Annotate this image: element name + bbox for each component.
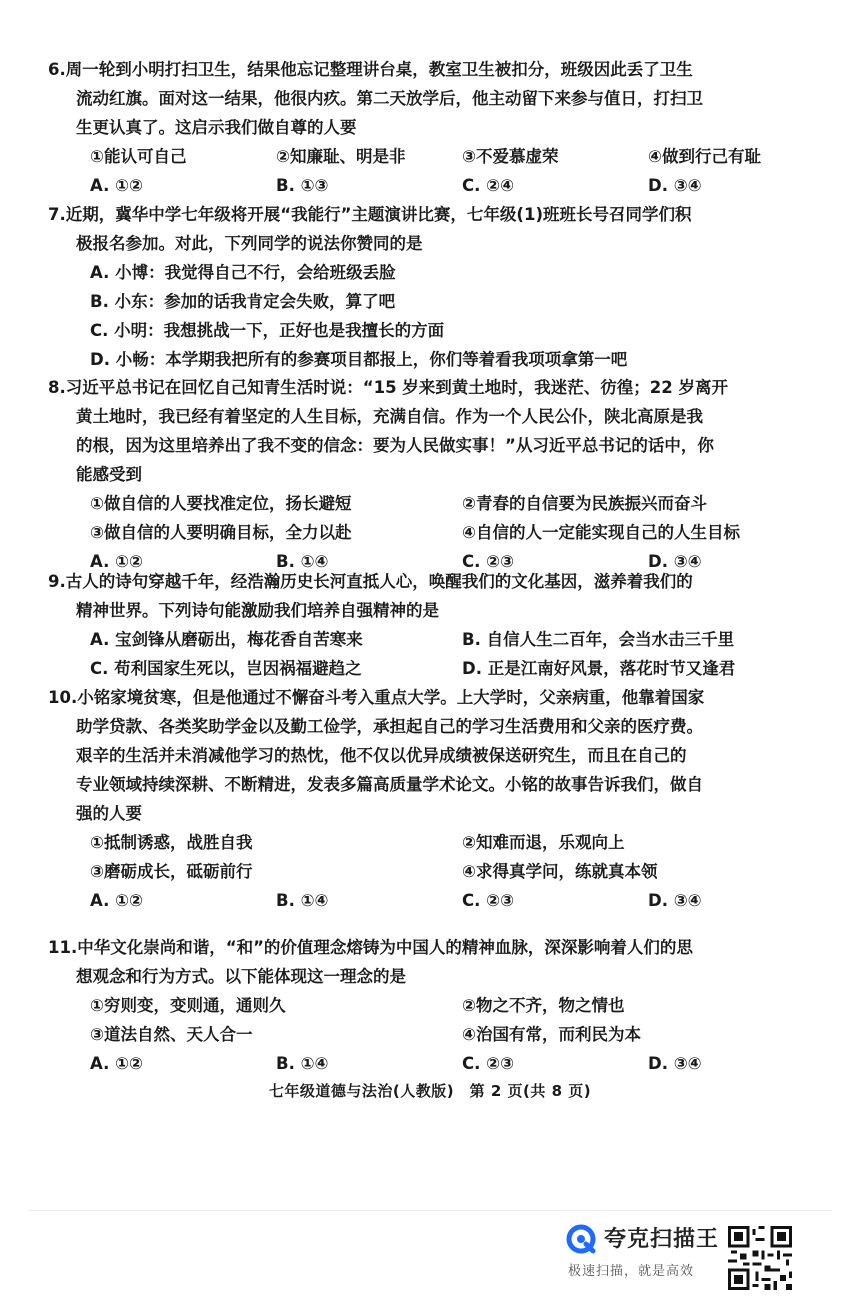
question-line: 精神世界。下列诗句能激励我们培养自强精神的是 [76, 601, 439, 620]
statement: ②青春的自信要为民族振兴而奋斗 [462, 494, 707, 513]
statement: ④治国有常，而利民为本 [462, 1025, 641, 1044]
question-11 [48, 933, 798, 1078]
question-line: 7.近期，冀华中学七年级将开展“我能行”主题演讲比赛，七年级(1)班班长号召同学们积 [48, 205, 692, 224]
statement: ③道法自然、天人合一 [90, 1025, 253, 1044]
choice-row [62, 171, 798, 200]
statement: ①抵制诱惑，战胜自我 [90, 833, 253, 852]
question-line: 10.小铭家境贫寒，但是他通过不懈奋斗考入重点大学。上大学时，父亲病重，他靠着国家 [48, 688, 705, 707]
question-line: 专业领域持续深耕、不断精进，发表多篇高质量学术论文。小铭的故事告诉我们，做自 [76, 775, 703, 794]
statement: ③磨砺成长，砥砺前行 [90, 862, 253, 881]
question-7 [48, 200, 798, 374]
option-d: D. 小畅：本学期我把所有的参赛项目都报上，你们等着看我项项拿第一吧 [90, 350, 628, 369]
option-d: D. 正是江南好风景，落花时节又逢君 [462, 659, 736, 678]
choice-c: C. ②③ [462, 1054, 515, 1073]
option-a: A. 宝剑锋从磨砺出，梅花香自苦寒来 [90, 630, 363, 649]
brand-slogan: 极速扫描，就是高效 [568, 1264, 695, 1279]
option-row [62, 625, 798, 654]
choice-c: C. ②③ [462, 552, 515, 571]
option-b: B. 小东：参加的话我肯定会失败，算了吧 [90, 292, 396, 311]
statement: ①做自信的人要找准定位，扬长避短 [90, 494, 352, 513]
option-row [62, 654, 798, 683]
scanner-watermark [566, 1222, 726, 1282]
statement: ④求得真学问，练就真本领 [462, 862, 658, 881]
qr-code-icon [728, 1226, 792, 1290]
statement: ①能认可自己 [90, 147, 187, 166]
question-line: 强的人要 [76, 804, 142, 823]
statement: ④自信的人一定能实现自己的人生目标 [462, 523, 740, 542]
choice-row [62, 886, 798, 915]
choice-b: B. ①④ [276, 552, 329, 571]
choice-a: A. ①② [90, 176, 144, 195]
question-6 [48, 55, 798, 200]
choice-b: B. ①③ [276, 176, 329, 195]
statement-row [62, 142, 798, 171]
choice-d: D. ③④ [648, 891, 702, 910]
quark-logo-icon [566, 1224, 596, 1254]
statement-row [62, 857, 798, 886]
question-line: 生更认真了。这启示我们做自尊的人要 [76, 118, 357, 137]
statement: ①穷则变，变则通，通则久 [90, 996, 286, 1015]
question-line: 能感受到 [76, 465, 142, 484]
question-line: 黄土地时，我已经有着坚定的人生目标，充满自信。作为一个人民公仆，陕北高原是我 [76, 407, 703, 426]
option-b: B. 自信人生二百年，会当水击三千里 [462, 630, 735, 649]
question-line: 8.习近平总书记在回忆自己知青生活时说：“15 岁来到黄土地时，我迷茫、彷徨；22 岁离开 [48, 378, 729, 397]
choice-c: C. ②④ [462, 176, 515, 195]
question-10 [48, 683, 798, 915]
question-line: 11.中华文化崇尚和谐，“和”的价值理念熔铸为中国人的精神血脉，深深影响着人们的思 [48, 938, 693, 957]
question-line: 6.周一轮到小明打扫卫生，结果他忘记整理讲台桌，教室卫生被扣分，班级因此丢了卫生 [48, 60, 693, 79]
statement: ②知难而退，乐观向上 [462, 833, 625, 852]
page-footer: 七年级道德与法治(人教版) 第 2 页(共 8 页) [268, 1082, 592, 1100]
statement-row [62, 518, 798, 547]
choice-row [62, 1049, 798, 1078]
statement: ③做自信的人要明确目标，全力以赴 [90, 523, 352, 542]
statement: ④做到行己有耻 [648, 147, 761, 166]
question-8 [48, 373, 798, 576]
question-line: 9.古人的诗句穿越千年，经浩瀚历史长河直抵人心，唤醒我们的文化基因，滋养着我们的 [48, 572, 693, 591]
option-c: C. 苟利国家生死以，岂因祸福避趋之 [90, 659, 362, 678]
choice-d: D. ③④ [648, 176, 702, 195]
question-line: 想观念和行为方式。以下能体现这一理念的是 [76, 967, 406, 986]
choice-a: A. ①② [90, 891, 144, 910]
option-a: A. 小博：我觉得自己不行，会给班级丢脸 [90, 263, 396, 282]
question-line: 的根，因为这里培养出了我不变的信念：要为人民做实事！”从习近平总书记的话中，你 [76, 436, 714, 455]
statement: ③不爱慕虚荣 [462, 147, 559, 166]
choice-a: A. ①② [90, 1054, 144, 1073]
choice-c: C. ②③ [462, 891, 515, 910]
divider [28, 1210, 832, 1211]
question-line: 艰辛的生活并未消减他学习的热忱，他不仅以优异成绩被保送研究生，而且在自己的 [76, 746, 687, 765]
statement-row [62, 828, 798, 857]
statement-row [62, 489, 798, 518]
choice-b: B. ①④ [276, 891, 329, 910]
statement-row [62, 1020, 798, 1049]
statement: ②知廉耻、明是非 [276, 147, 406, 166]
question-9 [48, 567, 798, 683]
choice-d: D. ③④ [648, 1054, 702, 1073]
choice-a: A. ①② [90, 552, 144, 571]
option-c: C. 小明：我想挑战一下，正好也是我擅长的方面 [90, 321, 445, 340]
question-line: 极报名参加。对此，下列同学的说法你赞同的是 [76, 234, 423, 253]
question-line: 助学贷款、各类奖助学金以及勤工俭学，承担起自己的学习生活费用和父亲的医疗费。 [76, 717, 703, 736]
choice-b: B. ①④ [276, 1054, 329, 1073]
statement: ②物之不齐，物之情也 [462, 996, 625, 1015]
choice-d: D. ③④ [648, 552, 702, 571]
statement-row [62, 991, 798, 1020]
question-line: 流动红旗。面对这一结果，他很内疚。第二天放学后，他主动留下来参与值日，打扫卫 [76, 89, 703, 108]
brand-name: 夸克扫描王 [604, 1227, 720, 1252]
